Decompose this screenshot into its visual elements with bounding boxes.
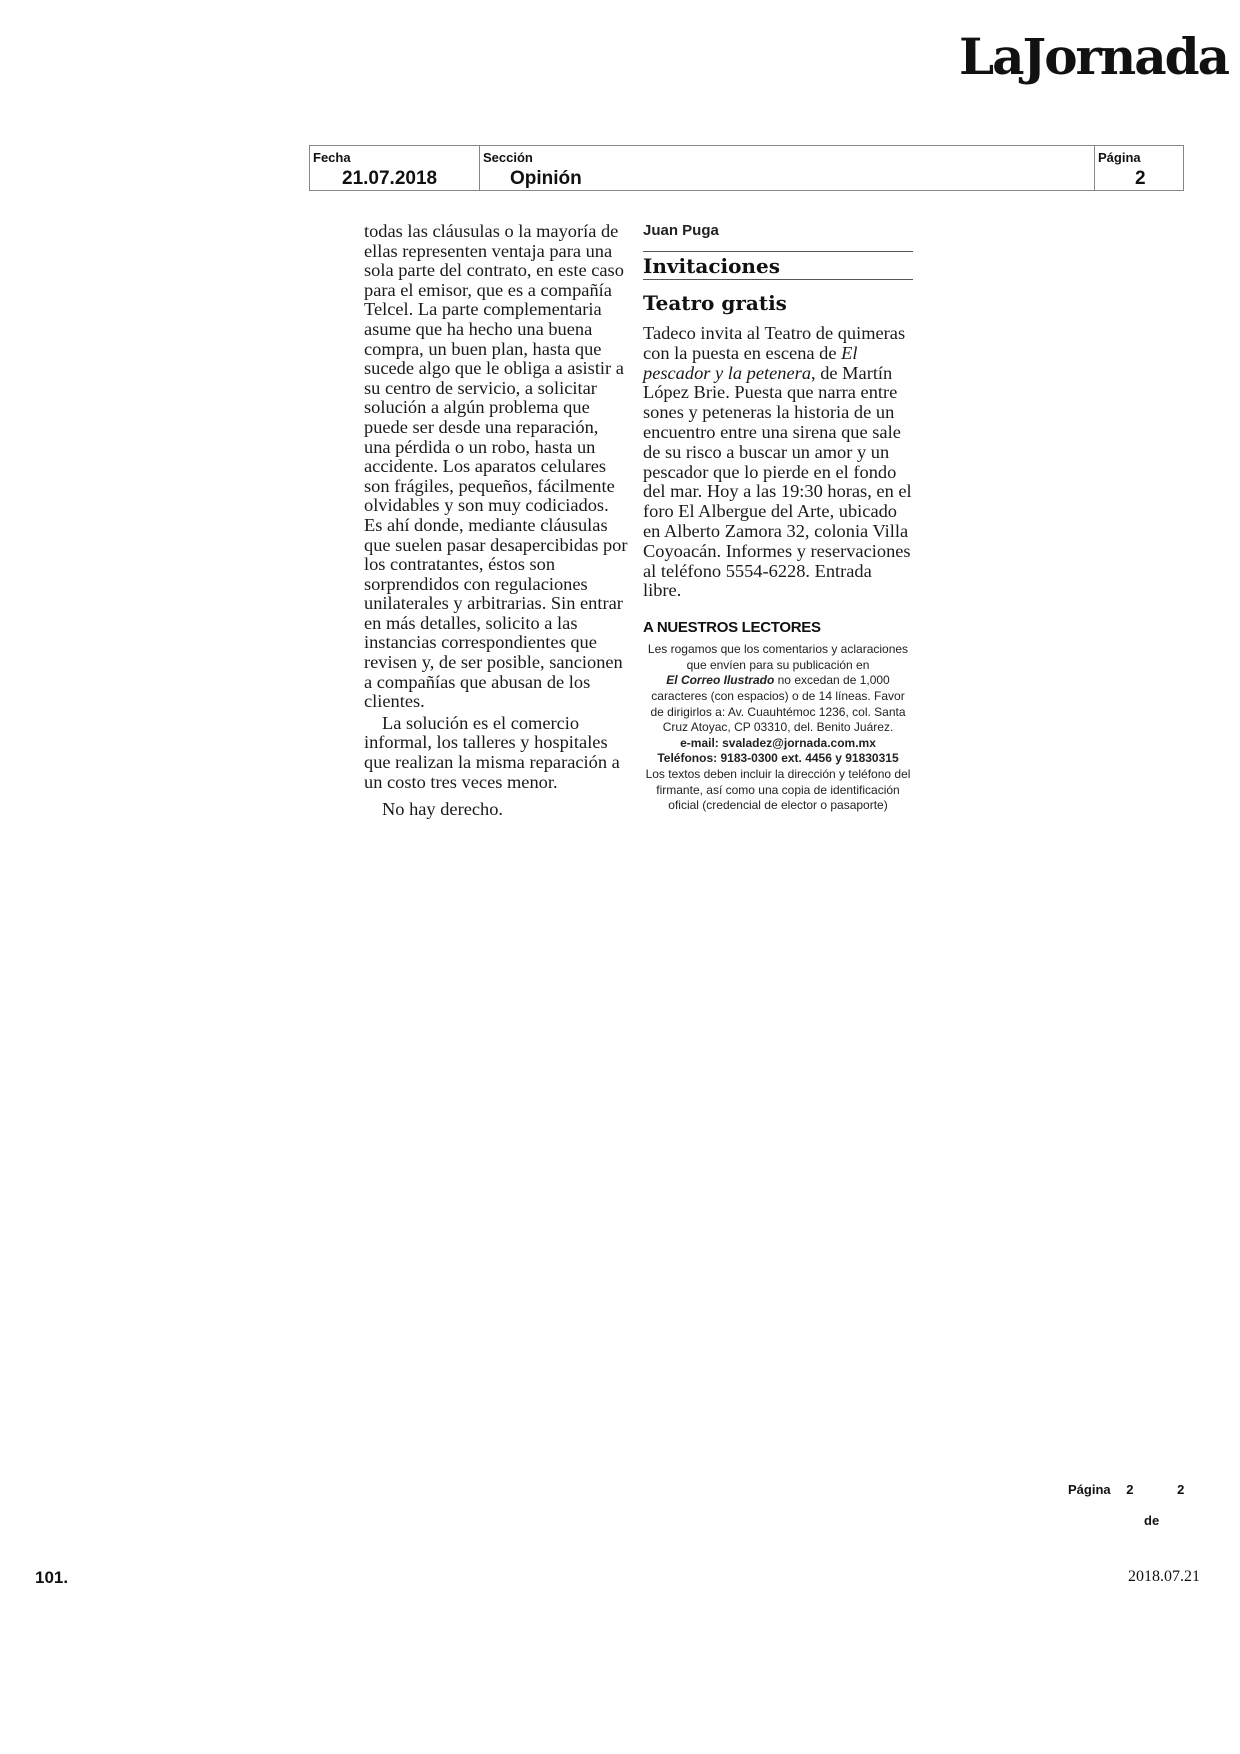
divider [643,279,913,280]
readers-notice-heading: A NUESTROS LECTORES [643,619,821,637]
metadata-table [309,145,1184,191]
item-body [643,324,913,601]
seccion-cell [480,146,1095,190]
byline: Juan Puga [643,222,719,239]
item-body-text: Tadeco invita al Teatro de quimeras con la puesta en escena de [643,323,906,363]
pagina-label: Página [1098,150,1141,165]
letter-column [364,222,629,820]
pagina-value: 2 [1135,168,1146,189]
footer-page-current: 2 [1126,1482,1134,1497]
letter-paragraph: La solución es el comercio informal, los talleres y hospitales que realizan la misma reparación a un costo tres veces menor. [364,712,620,792]
right-column [643,222,913,814]
masthead-logo [955,22,1229,92]
contact-phones: Teléfonos: 9183-0300 ext. 4456 y 91830315 [657,751,899,766]
divider [643,251,913,252]
notice-text: Los textos deben incluir la dirección y teléfono del firmante, así como una copia de identificación oficial (credencial de elector o pasaporte) [645,766,911,813]
play-title: El pescador y la petenera [643,342,858,383]
footer-page-total: 2 [1177,1482,1185,1497]
pagina-cell [1095,146,1183,190]
contact-email: e-mail: svaladez@jornada.com.mx [680,735,876,750]
fecha-cell [310,146,480,190]
publication-name: El Correo Ilustrado [666,673,775,688]
item-body-text: , de Martín López Brie. Puesta que narra entre sones y peteneras la historia de un encuentro entre una sirena que sale de su risco a buscar un amor y un pescador que lo pierde en el fondo del mar. Hoy a las 19:30 horas, en el foro El Albergue del Arte, ubicado en Alberto Zamora 32, colonia Villa Coyoacán. Informes y reservaciones al teléfono 5554-6228. Entrada libre. [643,362,912,601]
footer-pagination [1068,1482,1184,1497]
seccion-label: Sección [483,150,533,165]
letter-closing: No hay derecho. [382,799,504,820]
notice-text: Les rogamos que los comentarios y aclaraciones que envíen para su publicación en [647,642,909,672]
seccion-value: Opinión [510,168,582,189]
letter-paragraph: todas las cláusulas o la mayoría de ellas representen ventaja para una sola parte del contrato, en este caso para el emisor, que es a compañía Telcel. La parte complementaria asume que ha hecho una buena compra, un buen plan, hasta que sucede algo que le obliga a asistir a su centro de servicio, a solicitar solución a algún problema que puede ser desde una reparación, una pérdida o un robo, hasta un accidente. Los aparatos celulares son frágiles, pequeños, fácilmente olvidables y son muy codiciados. Es ahí donde, mediante cláusulas que suelen pasar desapercibidas por los contratantes, éstos son sorprendidos con regulaciones unilaterales y arbitrarias. Sin entrar en más detalles, solicito a las instancias correspondientes que revisen y, de ser posible, sancionen a compañías que abusan de los clientes. [364,221,628,712]
footer-date: 2018.07.21 [1128,1568,1200,1585]
fecha-label: Fecha [313,150,351,165]
fecha-value: 21.07.2018 [342,168,438,189]
brand-name: LaJornada [959,27,1229,86]
footer-pagina-label: Página [1068,1482,1111,1497]
notice-text: no excedan de 1,000 caracteres (con espacios) o de 14 líneas. Favor de dirigirlos a: Av. Cuauhtémoc 1236, col. Santa Cruz Atoyac, CP 03310, del. Benito Juárez. [650,673,906,735]
footer-de: de [1144,1513,1160,1528]
item-title: Teatro gratis [643,291,787,315]
readers-notice-body [643,642,913,814]
document-number: 101. [35,1568,69,1587]
section-heading: Invitaciones [643,254,780,278]
